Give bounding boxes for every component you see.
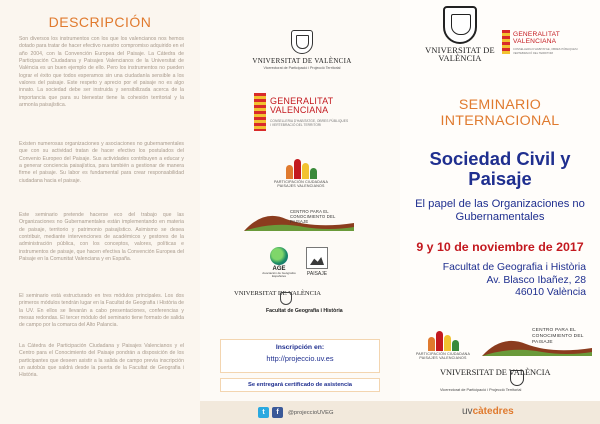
facebook-icon[interactable]: f	[272, 407, 283, 418]
social-links	[258, 407, 334, 418]
age-globe-icon	[270, 247, 288, 265]
mountain-icon	[306, 247, 328, 269]
generalitat-cover-logo	[502, 30, 598, 70]
description-paragraph-5: La Cátedra de Participación Ciudadana y Paisajes Valencianos y el Centro para el Conocimiento del Paisaje pondrán a disposición de los participantes que deseen asistir a la salida de campo previa inscripción un autobús que saldrá desde la puerta de la Facultat de Geografia i Història.	[19, 343, 184, 379]
facultat-name: Facultat de Geografia i Història	[266, 308, 343, 314]
uv-catedres-prefix: uv	[462, 406, 473, 417]
paisaje-title: PAISAJE	[306, 271, 328, 277]
participacion-people-icon	[286, 155, 316, 179]
uv-logo	[252, 30, 352, 70]
participacion-cover-people-icon	[428, 327, 458, 351]
age-logo	[260, 247, 298, 283]
generalitat-logo	[254, 93, 364, 145]
participacion-cover-logo	[410, 327, 476, 360]
event-title: Sociedad Civil y Paisaje	[429, 148, 571, 189]
inscription-label: Inscripción en:	[275, 344, 325, 351]
description-paragraph-3: Este seminario pretende hacerse eco del trabajo que las Organizaciones no Gubernamentales están implementando en materia de paisaje, territorio y patrimonio paisajístico. Asimismo se desea contribuir, mediante intervenciones de académicos y gestores de la administración pública, con los conceptos, valores, políticas e instrumentos de paisaje, que hacen efectiva la Convención Europea del Paisaje en la Comunitat Valenciana y en España.	[19, 212, 184, 262]
cover-panel	[400, 0, 600, 424]
uv-catedres-suffix: càtedres	[472, 406, 514, 417]
uv-vicerectorat-cover-name: VNIVERSITAT DE VALÈNCIA	[440, 368, 551, 377]
certificate-note: Se entregará certificado de asistencia	[220, 378, 380, 392]
event-kind: SEMINARIO INTERNACIONAL	[440, 97, 560, 130]
uv-vicerectorat-cover-sub: Vicerectorat de Participació i Projecció Territorial	[440, 388, 522, 392]
uv-cover-name: VNIVERSITAT DE VALÈNCIA	[425, 46, 495, 64]
uv-catedres-logo	[462, 406, 514, 417]
uv-vicerectorat: Vicerectorat de Participació i Projecció Territorial	[263, 66, 341, 70]
uv-geografia-logo	[234, 290, 374, 318]
organizers-panel	[200, 0, 400, 424]
centro-conocimiento-logo	[244, 205, 354, 233]
event-venue-block	[406, 262, 586, 300]
event-venue: Facultat de Geografia i Història	[442, 262, 586, 273]
twitter-icon[interactable]: t	[258, 407, 269, 418]
age-subtitle: Asociación de Geógrafos Españoles	[262, 271, 296, 279]
uv-vicerectorat-cover-seal-icon	[510, 370, 524, 386]
uv-cover-logo	[418, 6, 502, 72]
description-paragraph-2: Existen numerosas organizaciones y asociaciones no gubernamentales que con su actividad tratan de hacer efectivo los postulados del Convenio Europeo del Paisaje. Sus actividades contribuyen a educar y a generar conciencia paisajística, para también a gestionar de manera firme el paisaje. Su labor es fundamental para crear responsabilidad ciudadana hacia el paisaje.	[19, 141, 184, 184]
centro-conocimiento-name: CENTRO PARA EL CONOCIMIENTO DEL PAISAJE	[290, 209, 336, 225]
event-subtitle: El papel de las Organizaciones no Gubernamentales	[415, 198, 585, 223]
participacion-name: PARTICIPACIÓN CIUDADANA PAISAJES VALENCIANOS	[273, 180, 329, 188]
footer-band	[200, 401, 600, 424]
inscription-link[interactable]: http://projeccio.uv.es	[266, 354, 334, 363]
participacion-cover-name: PARTICIPACIÓN CIUDADANA PAISAJES VALENCIANOS	[415, 352, 471, 360]
uv-seal-icon	[291, 30, 313, 54]
uv-vicerectorat-cover-logo	[440, 366, 580, 396]
event-city: 46010 València	[515, 287, 586, 299]
generalitat-cover-title: GENERALITAT VALENCIANA	[513, 31, 560, 45]
description-panel	[0, 0, 200, 424]
uv-cover-seal-icon	[443, 6, 477, 44]
description-paragraph-4: El seminario está estructurado en tres módulos principales. Los dos primeros módulos tendrán lugar en la Facultat de Geografia i Història de la UV. En ellos se llevarán a cabo presentaciones, conferencias y mesas redondas. El tercer módulo del seminario tiene formato de salida de campo por la comarca del Alto Palancia.	[19, 293, 184, 329]
generalitat-title: GENERALITAT VALENCIANA	[270, 96, 334, 116]
event-date: 9 y 10 de noviembre de 2017	[416, 240, 584, 254]
event-street: Av. Blasco Ibañez, 28	[486, 274, 586, 286]
participacion-logo	[266, 155, 336, 188]
uv-name: VNIVERSITAT DE VALÈNCIA	[252, 57, 352, 65]
centro-conocimiento-cover-name: CENTRO PARA EL CONOCIMIENTO DEL PAISAJE	[532, 328, 584, 345]
generalitat-cover-conselleria: CONSELLERIA D'HABITATGE, OBRES PÚBLIQUES I VERTEBRACIÓ DEL TERRITORI	[513, 48, 579, 55]
description-heading: DESCRIPCIÓN	[48, 14, 152, 30]
age-title: AGE	[272, 266, 286, 272]
inscription-box	[220, 339, 380, 373]
uv-geografia-name: VNIVERSITAT DE VALÈNCIA	[234, 290, 322, 297]
description-paragraph-1: Son diversos los instrumentos con los que los valencianos nos hemos dotado para tratar de hacer efectivo nuestro compromiso adquirido en el año 2004, con la Convención Europea del Paisaje. La Cátedra de Participación Ciudadana y Paisajes Valencianos de la Universitat de València es un buen ejemplo de ello. Pero los instrumentos no pueden lograr el éxito que todos esperamos sin una ciudadanía sensible a los valores del paisaje. Este respeto y aprecio por el paisaje no es algo innato. La sociedad debe ser instruida y sensibilizada acerca de la importancia que para su bienestar tiene la cohesión territorial y la armonía paisajística.	[19, 36, 184, 108]
social-handle[interactable]: @projeccioUVEG	[288, 409, 334, 416]
generalitat-cover-flag-icon	[502, 30, 510, 54]
uv-geografia-seal-icon	[280, 292, 292, 305]
centro-conocimiento-cover-logo	[482, 328, 592, 358]
generalitat-conselleria: CONSELLERIA D'HABITATGE, OBRES PÚBLIQUES I VERTEBRACIÓ DEL TERRITORI	[270, 119, 349, 128]
paisaje-logo	[303, 247, 331, 283]
generalitat-flag-icon	[254, 93, 266, 131]
